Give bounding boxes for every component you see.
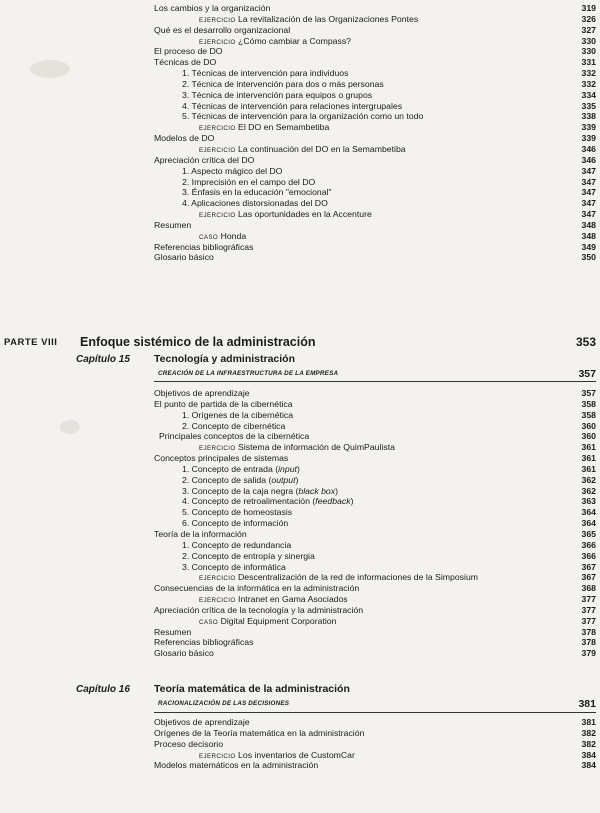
toc-exercise-entry: [154, 572, 596, 583]
entry-page-number: 379: [581, 648, 596, 659]
chapter-page: 357: [578, 368, 596, 380]
entry-title: [182, 90, 372, 101]
entry-title: [182, 68, 348, 79]
entry-text: 5. Técnicas de intervención para la organización como un todo: [182, 111, 424, 122]
entry-text: Descentralización de la red de informaciones de la Simposium: [238, 572, 479, 583]
entry-text: 2. Técnica de intervención para dos o más personas: [182, 78, 384, 89]
toc-entry: [154, 739, 596, 750]
entry-text: Apreciación crítica de la tecnología y la administración: [154, 604, 364, 615]
entry-page-number: 366: [581, 550, 596, 561]
part-heading: [4, 335, 596, 351]
entry-text: 5. Concepto de homeostasis: [182, 507, 293, 518]
entry-page-number: 367: [581, 561, 596, 572]
toc-entry: [154, 637, 596, 648]
chapter-page: 381: [578, 698, 596, 710]
toc-entry: [154, 627, 596, 638]
toc-entry: [154, 3, 596, 14]
toc-entry: [154, 90, 596, 101]
entry-page-number: 347: [581, 187, 596, 198]
entry-text: Teoría de la información: [154, 528, 247, 539]
toc-entry: [154, 648, 596, 659]
entry-title: [182, 475, 298, 486]
entry-text: Qué es el desarrollo organizacional: [154, 24, 291, 35]
entry-page-number: 362: [581, 485, 596, 496]
chapter-label: Capítulo 16: [76, 684, 130, 695]
entry-italic-term: black box: [298, 485, 336, 496]
toc-entry: [154, 111, 596, 122]
entry-text: Intranet en Gama Asociados: [238, 594, 348, 605]
entry-text: 2. Concepto de cibernética: [182, 420, 286, 431]
entry-page-number: 332: [581, 78, 596, 89]
toc-entry: [154, 220, 596, 231]
toc-exercise-entry: [154, 750, 596, 761]
entry-text: 3. Énfasis en la educación "emocional": [182, 187, 332, 198]
entry-page-number: 360: [581, 431, 596, 442]
entry-page-number: 381: [581, 717, 596, 727]
part-title: Enfoque sistémico de la administración: [80, 335, 316, 349]
entry-text: 3. Técnica de intervención para equipos o grupos: [182, 89, 373, 100]
entry-title: [159, 431, 309, 442]
entry-text: Referencias bibliográficas: [154, 241, 254, 252]
entry-italic-term: feedback: [315, 496, 351, 507]
entry-title: [154, 739, 223, 750]
entry-title: [182, 410, 293, 421]
toc-entry: [154, 187, 596, 198]
entry-title: [154, 25, 290, 36]
entry-text: Conceptos principales de sistemas: [154, 453, 289, 464]
entry-page-number: 382: [581, 727, 596, 738]
toc-entry: [154, 79, 596, 90]
entry-page-number: 330: [581, 46, 596, 57]
entry-text: Resumen: [154, 626, 192, 637]
entry-title: [154, 133, 214, 144]
entry-text: 3. Concepto de la caja negra (: [182, 485, 299, 496]
entry-text: Los inventarios de CustomCar: [238, 749, 355, 760]
entry-title: [154, 760, 318, 771]
chapter-title: Teoría matemática de la administración: [154, 683, 350, 695]
entry-page-number: 377: [581, 615, 596, 626]
entry-text: 1. Concepto de redundancia: [182, 539, 292, 550]
entry-title: [154, 220, 191, 231]
toc-entry: [154, 242, 596, 253]
toc-entry: [154, 760, 596, 771]
chapter-subtitle: CREACIÓN DE LA INFRAESTRUCTURA DE LA EMPRESA: [158, 370, 339, 377]
toc-entry: [154, 464, 596, 475]
entry-page-number: 348: [581, 230, 596, 241]
chapter-16-heading: [76, 683, 596, 697]
chapter-16-entries: [154, 717, 596, 771]
entry-text: Sistema de información de QuimPaulista: [238, 442, 395, 453]
entry-text: 6. Concepto de información: [182, 518, 289, 529]
toc-entry: [154, 166, 596, 177]
toc-entry: [154, 486, 596, 497]
entry-text: 4. Aplicaciones distorsionadas del DO: [182, 198, 328, 209]
toc-entry: [154, 717, 596, 728]
entry-text: 2. Concepto de entropía y sinergia: [182, 550, 315, 561]
entry-title: [182, 177, 315, 188]
toc-entry: [154, 388, 596, 399]
toc-entry: [154, 252, 596, 263]
entry-page-number: 358: [581, 409, 596, 420]
chapter-15-entries: [154, 388, 596, 659]
toc-block-part-vii: [154, 3, 596, 263]
toc-exercise-entry: [154, 14, 596, 25]
toc-entry: [154, 583, 596, 594]
entry-page-number: 332: [581, 68, 596, 79]
entry-text: 4. Técnicas de intervención para relaciones intergrupales: [182, 100, 403, 111]
entry-type-label: EJERCICIO: [199, 125, 236, 133]
toc-entry: [154, 421, 596, 432]
entry-page-number: 366: [581, 539, 596, 550]
entry-title: [182, 101, 402, 112]
entry-text: Glosario básico: [154, 252, 214, 263]
entry-text: 2. Imprecisión en el campo del DO: [182, 176, 316, 187]
toc-entry: [154, 562, 596, 573]
entry-title: [154, 728, 364, 739]
toc-entry: [154, 431, 596, 442]
entry-text: El proceso de DO: [154, 46, 223, 57]
toc-entry: [154, 728, 596, 739]
entry-page-number: 363: [581, 496, 596, 507]
entry-page-number: 346: [581, 154, 596, 165]
toc-entry: [154, 155, 596, 166]
entry-title: [154, 627, 191, 638]
entry-title: [182, 496, 353, 507]
entry-page-number: 361: [581, 463, 596, 474]
entry-text: Las oportunidades en la Accenture: [238, 209, 372, 220]
entry-page-number: 350: [581, 252, 596, 263]
entry-text: El punto de partida de la cibernética: [154, 398, 293, 409]
toc-entry: [154, 410, 596, 421]
entry-page-number: 377: [581, 594, 596, 605]
entry-text: 4. Concepto de retroalimentación (: [182, 496, 316, 507]
chapter-16-subtitle-row: [154, 698, 596, 710]
entry-page-number: 384: [581, 749, 596, 760]
entry-title: [154, 453, 288, 464]
toc-exercise-entry: [154, 209, 596, 220]
entry-title: [154, 605, 363, 616]
chapter-15-heading: [76, 353, 596, 367]
toc-exercise-entry: [154, 594, 596, 605]
entry-title: [182, 79, 384, 90]
entry-text-tail: ): [350, 496, 354, 507]
entry-text-tail: ): [295, 474, 299, 485]
entry-page-number: 364: [581, 518, 596, 529]
entry-title: [182, 540, 291, 551]
entry-type-label: EJERCICIO: [199, 597, 236, 605]
chapter-label: Capítulo 15: [76, 354, 130, 365]
entry-page-number: 361: [581, 453, 596, 464]
entry-text: ¿Cómo cambiar a Compass?: [238, 35, 352, 46]
entry-page-number: 364: [581, 507, 596, 518]
entry-text: Consecuencias de la informática en la administración: [154, 583, 360, 594]
entry-type-label: CASO: [199, 618, 219, 626]
entry-page-number: 362: [581, 474, 596, 485]
entry-text: 1. Aspecto mágico del DO: [182, 165, 283, 176]
divider: [154, 381, 596, 382]
entry-title: [154, 529, 247, 540]
entry-text: Referencias bibliográficas: [154, 637, 254, 648]
entry-page-number: 331: [581, 57, 596, 68]
toc-exercise-entry: [154, 144, 596, 155]
entry-text: 1. Orígenes de la cibernética: [182, 409, 294, 420]
entry-title: [182, 111, 423, 122]
entry-page-number: 327: [581, 24, 596, 35]
entry-title: [154, 648, 214, 659]
entry-title: [154, 717, 250, 728]
toc-case-entry: [154, 231, 596, 242]
entry-page-number: 319: [581, 3, 596, 13]
toc-entry: [154, 605, 596, 616]
entry-type-label: EJERCICIO: [199, 212, 236, 220]
entry-text: Objetivos de aprendizaje: [154, 717, 250, 727]
entry-page-number: 326: [581, 13, 596, 24]
entry-text: El DO en Semambetiba: [238, 122, 330, 133]
part-page: 353: [575, 335, 596, 349]
toc-exercise-entry: [154, 442, 596, 453]
entry-page-number: 378: [581, 637, 596, 648]
paper-stain: [30, 60, 70, 78]
entry-type-label: EJERCICIO: [199, 445, 236, 453]
entry-title: [154, 637, 253, 648]
entry-text: 1. Concepto de entrada (: [182, 463, 279, 474]
toc-entry: [154, 25, 596, 36]
entry-title: [154, 388, 250, 399]
entry-page-number: 349: [581, 241, 596, 252]
entry-page-number: 365: [581, 528, 596, 539]
entry-page-number: 382: [581, 738, 596, 749]
toc-entry: [154, 68, 596, 79]
entry-type-label: EJERCICIO: [199, 38, 236, 46]
entry-text: Glosario básico: [154, 648, 214, 659]
entry-title: [182, 464, 300, 475]
entry-title: [182, 562, 286, 573]
entry-text-tail: ): [296, 463, 300, 474]
entry-title: [154, 242, 253, 253]
part-label: PARTE VIII: [4, 337, 58, 348]
entry-italic-term: output: [271, 474, 296, 485]
entry-type-label: CASO: [199, 233, 219, 241]
entry-title: [182, 421, 285, 432]
toc-entry: [154, 529, 596, 540]
entry-page-number: 367: [581, 572, 596, 583]
entry-page-number: 377: [581, 604, 596, 615]
toc-entry: [154, 399, 596, 410]
toc-entry: [154, 475, 596, 486]
entry-text: 3. Concepto de informática: [182, 561, 286, 572]
entry-page-number: 346: [581, 143, 596, 154]
entry-page-number: 357: [581, 388, 596, 398]
toc-entry: [154, 496, 596, 507]
entry-type-label: EJERCICIO: [199, 146, 236, 154]
entry-text-tail: ): [335, 485, 338, 496]
entry-page-number: 360: [581, 420, 596, 431]
entry-title: [182, 551, 315, 562]
toc-entry: [154, 177, 596, 188]
toc-exercise-entry: [154, 122, 596, 133]
entry-title: [154, 155, 254, 166]
toc-case-entry: [154, 616, 596, 627]
entry-text: Técnicas de DO: [154, 57, 217, 68]
entry-text: 2. Concepto de salida (: [182, 474, 272, 485]
entry-text: Digital Equipment Corporation: [220, 615, 337, 626]
entry-page-number: 347: [581, 176, 596, 187]
divider: [154, 712, 596, 713]
entry-text: La revitalización de las Organizaciones Pontes: [238, 13, 419, 24]
entry-title: [182, 507, 292, 518]
entry-title: [182, 518, 288, 529]
entry-title: [154, 3, 270, 14]
entry-page-number: 335: [581, 100, 596, 111]
entry-text: Los cambios y la organización: [154, 3, 271, 13]
entry-title: [154, 399, 293, 410]
entry-title: [154, 252, 214, 263]
chapter-subtitle: RACIONALIZACIÓN DE LAS DECISIONES: [158, 700, 290, 707]
entry-title: [154, 583, 359, 594]
entry-title: [182, 187, 332, 198]
entry-text: 1. Técnicas de intervención para individuos: [182, 68, 349, 79]
toc-entry: [154, 540, 596, 551]
entry-page-number: 334: [581, 89, 596, 100]
toc-entry: [154, 57, 596, 68]
paper-stain: [60, 420, 80, 434]
entry-text: Honda: [220, 230, 247, 241]
entry-title: [154, 46, 223, 57]
entry-text: Orígenes de la Teoría matemática en la administración: [154, 727, 365, 738]
entry-text: Modelos de DO: [154, 133, 215, 144]
entry-text: La continuación del DO en la Semambetiba: [238, 143, 406, 154]
entry-title: [182, 486, 338, 497]
entry-text: Objetivos de aprendizaje: [154, 388, 250, 398]
entry-text: Modelos matemáticos en la administración: [154, 760, 319, 771]
entry-page-number: 330: [581, 35, 596, 46]
entry-text: Principales conceptos de la cibernética: [159, 431, 310, 442]
entry-text: Resumen: [154, 219, 192, 230]
chapter-title: Tecnología y administración: [154, 353, 296, 365]
entry-page-number: 347: [581, 209, 596, 220]
entry-text: Apreciación crítica del DO: [154, 154, 255, 165]
entry-italic-term: input: [278, 463, 297, 474]
entry-text: Proceso decisorio: [154, 738, 224, 749]
toc-entry: [154, 101, 596, 112]
chapter-15-subtitle-row: [154, 368, 596, 380]
entry-page-number: 378: [581, 626, 596, 637]
entry-page-number: 339: [581, 133, 596, 144]
toc-entry: [154, 133, 596, 144]
entry-page-number: 361: [581, 442, 596, 453]
entry-title: [182, 198, 328, 209]
toc-entry: [154, 518, 596, 529]
entry-type-label: EJERCICIO: [199, 752, 236, 760]
toc-entry: [154, 507, 596, 518]
toc-entry: [154, 453, 596, 464]
entry-page-number: 347: [581, 198, 596, 209]
entry-page-number: 348: [581, 219, 596, 230]
entry-page-number: 384: [581, 760, 596, 771]
toc-entry: [154, 46, 596, 57]
entry-page-number: 339: [581, 122, 596, 133]
toc-entry: [154, 551, 596, 562]
entry-title: [182, 166, 282, 177]
entry-page-number: 368: [581, 583, 596, 594]
entry-title: [154, 57, 216, 68]
entry-type-label: EJERCICIO: [199, 575, 236, 583]
toc-exercise-entry: [154, 36, 596, 47]
toc-entry: [154, 198, 596, 209]
entry-page-number: 358: [581, 398, 596, 409]
entry-page-number: 338: [581, 111, 596, 122]
entry-type-label: EJERCICIO: [199, 16, 236, 24]
entry-page-number: 347: [581, 165, 596, 176]
